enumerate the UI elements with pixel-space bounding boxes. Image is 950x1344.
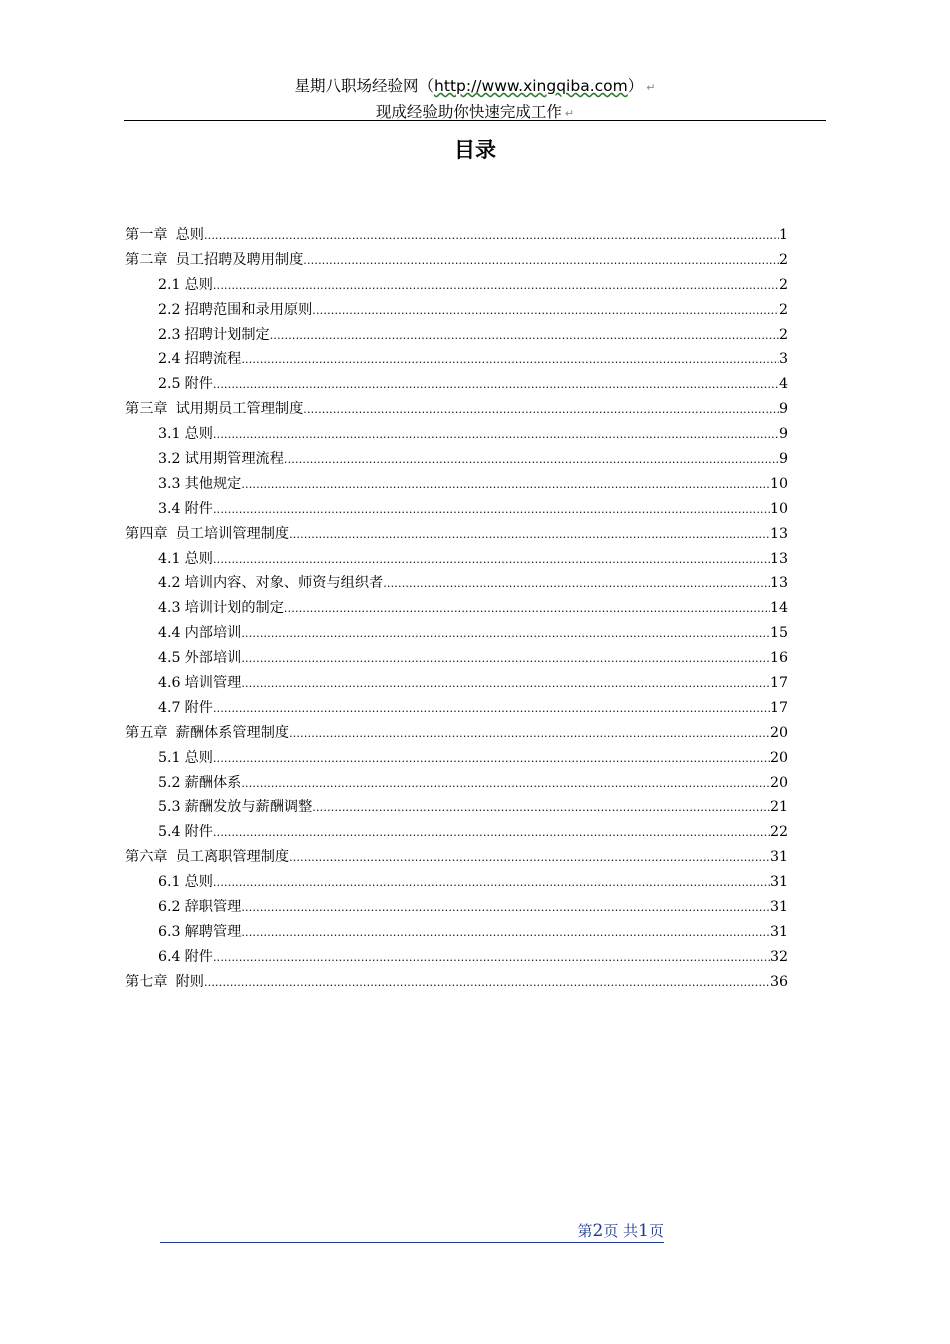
return-mark-icon: ↵ (564, 107, 575, 120)
toc-section-number: 2.3 (158, 326, 181, 343)
toc-section-entry[interactable] (125, 548, 788, 573)
toc-entry-title: 员工离职管理制度 (175, 849, 290, 866)
footer-divider (160, 1242, 664, 1243)
toc-page-number: 3 (778, 351, 788, 368)
toc-dot-leader (270, 329, 779, 342)
toc-entry-title: 解聘管理 (184, 923, 242, 940)
page-footer (160, 1220, 664, 1242)
footer-current-page: 2 (592, 1221, 604, 1241)
toc-entry-label (158, 796, 312, 816)
toc-page-number: 10 (769, 475, 788, 492)
toc-section-number: 3.4 (158, 500, 181, 517)
toc-entry-label (125, 523, 289, 543)
footer-suffix: 页 (648, 1222, 664, 1240)
site-url-link[interactable]: http://www.xingqiba.com (434, 77, 628, 95)
footer-mid: 页 共 (603, 1222, 639, 1240)
toc-entry-title: 总则 (184, 550, 213, 567)
toc-chapter-number: 第一章 (125, 227, 168, 243)
toc-page-number: 9 (778, 426, 788, 443)
toc-dot-leader (213, 553, 770, 566)
toc-section-number: 5.3 (158, 799, 181, 816)
toc-entry-label (125, 249, 303, 269)
toc-section-entry[interactable] (125, 672, 788, 697)
toc-chapter-number: 第二章 (125, 251, 168, 268)
toc-section-entry[interactable] (125, 572, 788, 597)
toc-entry-label (158, 821, 213, 841)
toc-dot-leader (213, 503, 770, 516)
toc-page-number: 16 (769, 650, 788, 667)
page-title: 目录 (454, 138, 496, 162)
toc-dot-leader (204, 229, 779, 242)
toc-entry-title: 附则 (175, 973, 204, 990)
toc-entry-label (158, 373, 213, 393)
toc-section-number: 6.2 (158, 899, 181, 916)
toc-section-number: 3.2 (158, 451, 181, 468)
toc-section-entry[interactable] (125, 921, 788, 946)
toc-entry-label (158, 772, 241, 792)
toc-chapter-entry[interactable] (125, 249, 788, 274)
toc-chapter-number: 第四章 (125, 525, 168, 542)
toc-page-number: 21 (769, 799, 788, 816)
toc-entry-title: 其他规定 (184, 475, 242, 492)
toc-entry-title: 员工招聘及聘用制度 (175, 251, 304, 268)
toc-chapter-number: 第五章 (125, 724, 168, 741)
toc-chapter-entry[interactable] (125, 398, 788, 423)
site-name: 星期八职场经验网（ (294, 77, 435, 95)
toc-page-number: 13 (769, 550, 788, 567)
toc-page-number: 31 (769, 849, 788, 866)
toc-section-entry[interactable] (125, 622, 788, 647)
toc-entry-label (158, 896, 241, 916)
header-line-slogan (124, 100, 826, 126)
toc-dot-leader (213, 826, 770, 839)
toc-page-number: 17 (769, 699, 788, 716)
toc-entry-title: 辞职管理 (184, 899, 242, 916)
toc-entry-title: 试用期员工管理制度 (175, 401, 304, 418)
toc-chapter-entry[interactable] (125, 846, 788, 871)
toc-section-number: 4.1 (158, 550, 181, 567)
toc-section-number: 4.5 (158, 650, 181, 667)
toc-dot-leader (204, 976, 770, 989)
toc-dot-leader (289, 851, 770, 864)
toc-dot-leader (241, 677, 770, 690)
header-line-site (124, 74, 826, 100)
toc-dot-leader (213, 702, 770, 715)
toc-page-number: 2 (778, 251, 788, 268)
toc-dot-leader (213, 876, 770, 889)
toc-entry-label (158, 324, 270, 344)
toc-entry-label (125, 971, 204, 991)
toc-entry-title: 培训内容、对象、师资与组织者 (184, 575, 384, 592)
toc-entry-title: 薪酬体系 (184, 774, 242, 791)
toc-entry-title: 试用期管理流程 (184, 451, 284, 468)
toc-dot-leader (241, 777, 770, 790)
toc-page-number: 9 (778, 451, 788, 468)
toc-section-entry[interactable] (125, 348, 788, 373)
toc-entry-title: 薪酬体系管理制度 (175, 724, 290, 741)
toc-page-number: 10 (769, 500, 788, 517)
toc-entry-label (125, 224, 204, 244)
toc-page-number: 31 (769, 923, 788, 940)
toc-entry-label (158, 672, 241, 692)
toc-chapter-entry[interactable] (125, 722, 788, 747)
toc-page-number: 31 (769, 874, 788, 891)
toc-entry-title: 薪酬发放与薪酬调整 (184, 799, 313, 816)
toc-entry-title: 附件 (184, 948, 213, 965)
toc-entry-title: 员工培训管理制度 (175, 525, 290, 542)
toc-section-entry[interactable] (125, 796, 788, 821)
toc-entry-title: 培训管理 (184, 675, 242, 692)
toc-entry-title: 附件 (184, 376, 213, 393)
toc-entry-label (158, 548, 213, 568)
toc-page-number: 20 (769, 749, 788, 766)
toc-entry-label (158, 448, 284, 468)
toc-page-number: 9 (778, 401, 788, 418)
site-close: ） (627, 77, 644, 95)
return-mark-icon: ↵ (646, 81, 656, 94)
toc-entry-label (125, 722, 289, 742)
toc-dot-leader (213, 279, 779, 292)
toc-page-number: 14 (769, 600, 788, 617)
toc-dot-leader (241, 652, 770, 665)
toc-dot-leader (213, 951, 770, 964)
toc-entry-label (125, 846, 289, 866)
toc-page-number: 2 (778, 326, 788, 343)
page-header (124, 74, 826, 126)
toc-entry-label (158, 871, 213, 891)
toc-page-number: 13 (769, 575, 788, 592)
toc-section-entry[interactable] (125, 473, 788, 498)
toc-page-number: 22 (769, 824, 788, 841)
toc-section-entry[interactable] (125, 423, 788, 448)
toc-dot-leader (213, 378, 779, 391)
toc-page-number: 32 (769, 948, 788, 965)
toc-entry-label (158, 647, 241, 667)
toc-section-entry[interactable] (125, 697, 788, 722)
toc-entry-title: 招聘流程 (184, 351, 242, 368)
toc-section-number: 5.1 (158, 749, 181, 766)
toc-section-entry[interactable] (125, 821, 788, 846)
toc-section-number: 5.4 (158, 824, 181, 841)
toc-chapter-entry[interactable] (125, 523, 788, 548)
toc-entry-label (158, 348, 241, 368)
toc-entry-label (158, 597, 284, 617)
table-of-contents (125, 224, 788, 996)
toc-entry-title: 招聘计划制定 (184, 326, 270, 343)
toc-section-number: 5.2 (158, 774, 181, 791)
toc-section-number: 6.3 (158, 923, 181, 940)
footer-prefix: 第 (577, 1222, 593, 1240)
toc-dot-leader (289, 727, 770, 740)
toc-section-entry[interactable] (125, 772, 788, 797)
toc-section-number: 6.4 (158, 948, 181, 965)
header-divider (124, 120, 826, 121)
toc-dot-leader (312, 801, 770, 814)
toc-entry-title: 附件 (184, 699, 213, 716)
toc-section-entry[interactable] (125, 747, 788, 772)
toc-entry-title: 招聘范围和录用原则 (184, 301, 313, 318)
toc-dot-leader (241, 627, 770, 640)
toc-section-entry[interactable] (125, 448, 788, 473)
toc-section-number: 2.5 (158, 376, 181, 393)
toc-entry-title: 总则 (184, 426, 213, 443)
toc-entry-title: 总则 (184, 276, 213, 293)
slogan: 现成经验助你快速完成工作 (375, 103, 562, 121)
toc-section-number: 4.3 (158, 600, 181, 617)
toc-dot-leader (303, 403, 779, 416)
toc-page-number: 2 (778, 301, 788, 318)
toc-entry-label (158, 946, 213, 966)
toc-section-number: 2.1 (158, 276, 181, 293)
toc-section-entry[interactable] (125, 871, 788, 896)
toc-entry-label (158, 697, 213, 717)
toc-section-entry[interactable] (125, 324, 788, 349)
toc-section-entry[interactable] (125, 896, 788, 921)
toc-page-number: 15 (769, 625, 788, 642)
toc-section-entry[interactable] (125, 274, 788, 299)
toc-dot-leader (284, 602, 770, 615)
toc-dot-leader (241, 478, 770, 491)
toc-section-number: 4.4 (158, 625, 181, 642)
toc-entry-title: 外部培训 (184, 650, 242, 667)
toc-section-entry[interactable] (125, 946, 788, 971)
toc-chapter-entry[interactable] (125, 224, 788, 249)
toc-entry-title: 总则 (175, 227, 204, 243)
toc-entry-title: 内部培训 (184, 625, 242, 642)
toc-entry-label (158, 572, 383, 592)
toc-dot-leader (289, 528, 770, 541)
toc-chapter-number: 第七章 (125, 973, 168, 990)
toc-entry-title: 附件 (184, 824, 213, 841)
toc-entry-label (125, 398, 303, 418)
toc-section-number: 3.1 (158, 426, 181, 443)
toc-dot-leader (213, 428, 779, 441)
toc-entry-label (158, 498, 213, 518)
toc-entry-title: 培训计划的制定 (184, 600, 284, 617)
footer-total-pages: 1 (638, 1221, 649, 1241)
toc-dot-leader (213, 752, 770, 765)
toc-dot-leader (241, 926, 770, 939)
toc-chapter-number: 第三章 (125, 401, 168, 418)
toc-section-entry[interactable] (125, 597, 788, 622)
toc-page-number: 2 (778, 276, 788, 293)
toc-chapter-entry[interactable] (125, 971, 788, 996)
toc-dot-leader (284, 453, 779, 466)
toc-section-number: 4.7 (158, 699, 181, 716)
toc-section-number: 3.3 (158, 475, 181, 492)
toc-entry-title: 附件 (184, 500, 213, 517)
toc-dot-leader (241, 353, 779, 366)
toc-section-number: 4.6 (158, 675, 181, 692)
toc-page-number: 17 (769, 675, 788, 692)
toc-page-number: 31 (769, 899, 788, 916)
toc-page-number: 20 (769, 724, 788, 741)
toc-entry-title: 总则 (184, 749, 213, 766)
toc-page-number: 1 (778, 227, 788, 243)
toc-section-number: 6.1 (158, 874, 181, 891)
toc-section-entry[interactable] (125, 647, 788, 672)
toc-dot-leader (383, 577, 770, 590)
toc-section-number: 2.4 (158, 351, 181, 368)
toc-page-number: 13 (769, 525, 788, 542)
toc-dot-leader (312, 304, 779, 317)
toc-section-number: 2.2 (158, 301, 181, 318)
toc-page-number: 36 (769, 973, 788, 990)
toc-entry-label (158, 299, 312, 319)
toc-entry-label (158, 473, 241, 493)
toc-dot-leader (303, 254, 779, 267)
toc-entry-label (158, 747, 213, 767)
toc-entry-title: 总则 (184, 874, 213, 891)
toc-dot-leader (241, 901, 770, 914)
toc-section-entry[interactable] (125, 373, 788, 398)
toc-chapter-number: 第六章 (125, 849, 168, 866)
toc-entry-label (158, 921, 241, 941)
toc-section-number: 4.2 (158, 575, 181, 592)
toc-page-number: 20 (769, 774, 788, 791)
toc-section-entry[interactable] (125, 498, 788, 523)
toc-entry-label (158, 423, 213, 443)
toc-page-number: 4 (778, 376, 788, 393)
toc-entry-label (158, 622, 241, 642)
toc-section-entry[interactable] (125, 299, 788, 324)
toc-entry-label (158, 274, 213, 294)
